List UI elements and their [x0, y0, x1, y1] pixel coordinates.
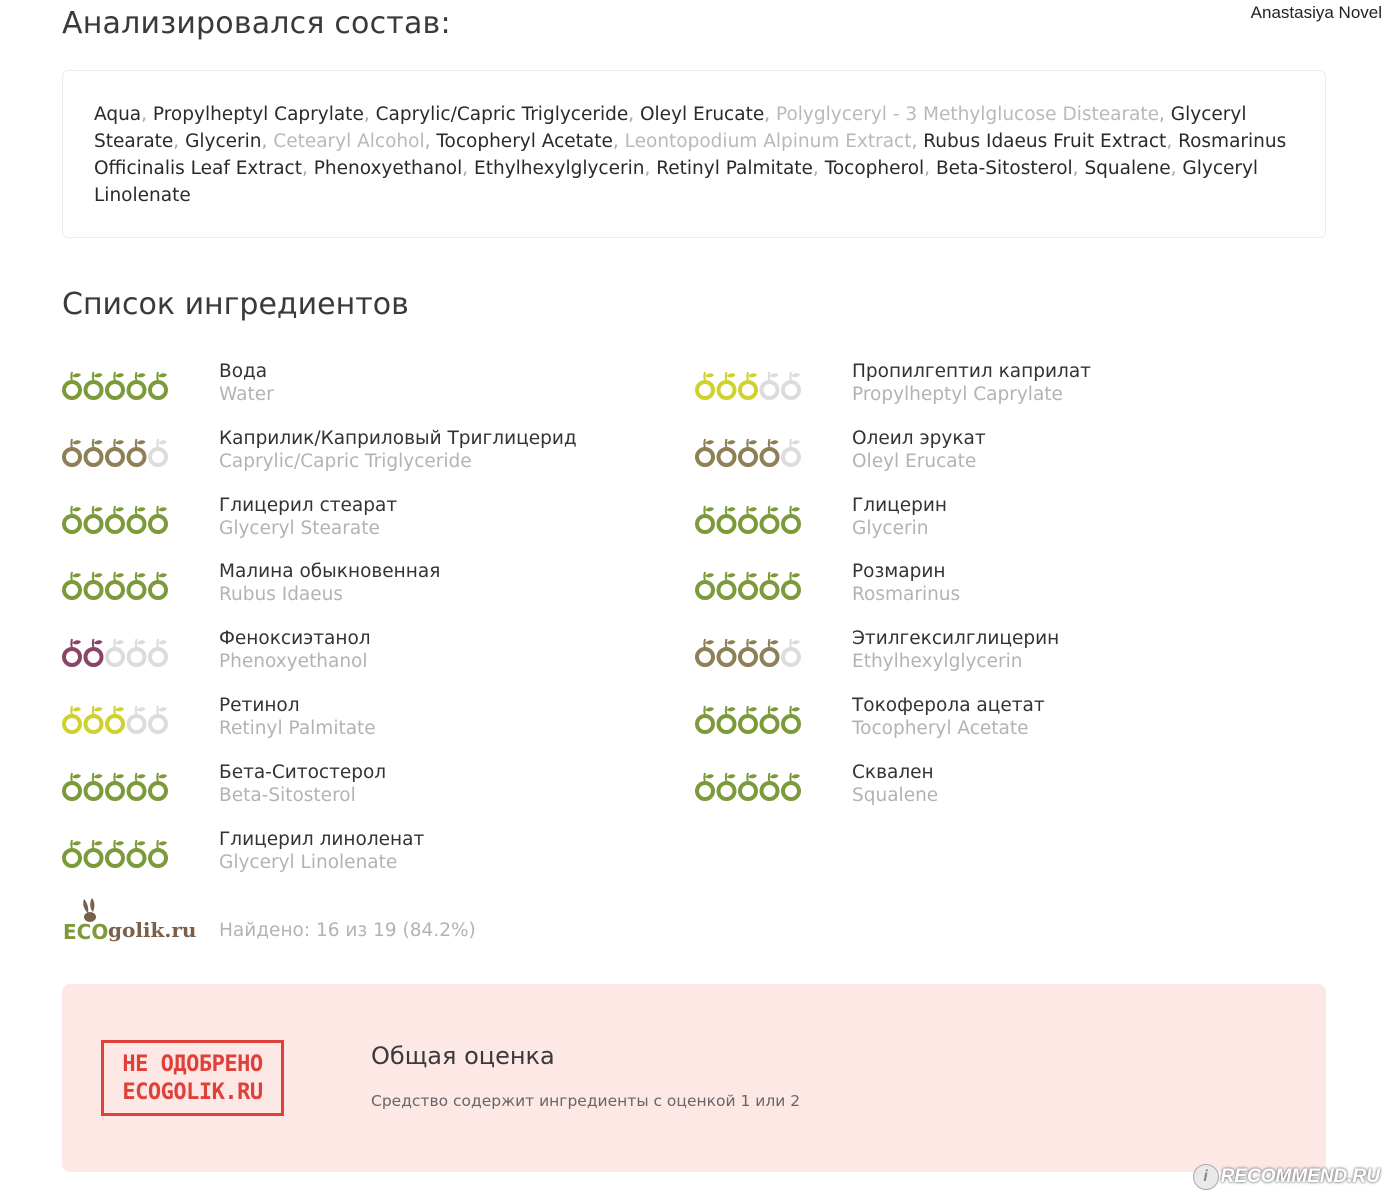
found-count: Найдено: 16 из 19 (84.2%): [219, 920, 476, 941]
composition-item: Caprylic/Capric Triglyceride: [375, 104, 629, 125]
logo-eco-text: ECO: [63, 920, 109, 944]
olive-rating-icon: [62, 568, 172, 602]
ingredient-name-ru: Ретинол: [219, 695, 300, 716]
ingredient-name-ru: Глицерин: [852, 494, 947, 516]
composition-item: Glyceryl Stearate: [94, 104, 1247, 152]
composition-item: Rubus Idaeus Fruit Extract: [923, 131, 1167, 152]
ingredient-name-ru: Глицерил линоленат: [219, 828, 425, 850]
ingredient-name-ru: Вода: [219, 361, 268, 382]
composition-item: Cetearyl Alcohol: [273, 131, 425, 152]
olive-rating-icon: [695, 635, 805, 669]
ingredient-row[interactable]: [695, 560, 1255, 610]
olive-rating-icon: [62, 635, 172, 669]
ingredient-name-ru: Малина обыкновенная: [219, 561, 441, 583]
ingredient-row[interactable]: [695, 761, 1255, 811]
composition-item: Phenoxyethanol: [313, 158, 463, 179]
ingredient-row[interactable]: [695, 427, 1255, 477]
ingredient-name-en: Caprylic/Capric Triglyceride: [219, 450, 472, 472]
composition-box: Aqua, Propylheptyl Caprylate, Caprylic/Capric Triglyceride, Oleyl Erucate, Polyglyceryl - 3 Methylglucose Distearate, Glyceryl Stearate, Glycerin, Cetearyl Alcohol, Tocopheryl Acetate, Leontopodium Alpinum Extract, Rubus Idaeus Fruit Extract, Rosmarinus Officinalis Leaf Extract, Phenoxyethanol, Ethylhexylglycerin, Retinyl Palmitate, Tocopherol, Beta-Sitosterol, Squalene, Glyceryl Linolenate: [62, 70, 1326, 238]
ingredient-name-en: Phenoxyethanol: [219, 651, 368, 673]
composition-item: Beta-Sitosterol: [935, 158, 1073, 179]
composition-item: Retinyl Palmitate: [656, 158, 813, 179]
logo-rest-text: golik.ru: [108, 918, 197, 942]
ingredient-name-ru: Токоферола ацетат: [852, 695, 1045, 716]
ingredient-name-en: Ethylhexylglycerin: [852, 651, 1023, 673]
composition-title: Анализировался состав:: [62, 6, 451, 41]
ingredient-row[interactable]: [62, 694, 622, 744]
olive-rating-icon: [62, 702, 172, 736]
verdict-title: Общая оценка: [371, 1042, 555, 1070]
composition-item: Aqua: [94, 104, 142, 125]
olive-rating-icon: [62, 836, 172, 870]
recommend-text: RECOMMEND.RU: [1220, 1166, 1380, 1188]
ingredient-row[interactable]: [62, 627, 622, 677]
ingredient-row[interactable]: [695, 694, 1255, 744]
ingredient-name-en: Retinyl Palmitate: [219, 718, 376, 739]
ingredient-row[interactable]: [695, 360, 1255, 410]
ingredient-name-en: Beta-Sitosterol: [219, 784, 356, 806]
watermark: Anastasiya Novel: [1250, 3, 1382, 22]
ingredients-title: Список ингредиентов: [62, 287, 409, 322]
ingredient-name-en: Glyceryl Stearate: [219, 517, 380, 539]
olive-rating-icon: [62, 368, 172, 402]
not-approved-stamp: [101, 1040, 284, 1116]
ingredient-row[interactable]: [62, 560, 622, 610]
olive-rating-icon: [62, 769, 172, 803]
recommend-icon: i: [1193, 1164, 1219, 1190]
recommend-watermark: [1193, 1164, 1380, 1190]
ingredient-name-ru: Глицерил стеарат: [219, 494, 398, 516]
ingredient-name-ru: Розмарин: [852, 561, 946, 583]
composition-item: Polyglyceryl - 3 Methylglucose Distearate: [775, 104, 1160, 125]
composition-item: Squalene: [1084, 158, 1171, 179]
composition-item: Glycerin: [185, 131, 262, 152]
composition-item: Oleyl Erucate: [639, 104, 765, 125]
ingredient-name-ru: Феноксиэтанол: [219, 628, 371, 650]
ingredient-row[interactable]: [62, 761, 622, 811]
ingredient-name-en: Propylheptyl Caprylate: [852, 384, 1063, 405]
ingredient-row[interactable]: [62, 360, 622, 410]
ingredient-name-ru: Каприлик/Каприловый Триглицерид: [219, 427, 577, 449]
ingredient-row[interactable]: [695, 627, 1255, 677]
ingredient-name-en: Rubus Idaeus: [219, 584, 344, 606]
ingredient-name-en: Glyceryl Linolenate: [219, 851, 398, 873]
composition-item: Tocopherol: [824, 158, 925, 179]
ingredient-name-ru: Олеил эрукат: [852, 427, 986, 449]
ingredient-name-en: Rosmarinus: [852, 584, 961, 606]
stamp-line-1: НЕ ОДОБРЕНО: [122, 1052, 263, 1077]
composition-item: Glyceryl Linolenate: [94, 158, 1259, 206]
verdict-text: Средство содержит ингредиенты с оценкой 1 или 2: [371, 1092, 801, 1110]
ingredient-name-en: Water: [219, 384, 274, 405]
olive-rating-icon: [62, 435, 172, 469]
composition-item: Tocopheryl Acetate: [436, 131, 613, 152]
composition-item: Propylheptyl Caprylate: [152, 104, 364, 125]
olive-rating-icon: [62, 502, 172, 536]
ecogolik-logo[interactable]: [62, 896, 202, 944]
olive-rating-icon: [695, 769, 805, 803]
ingredient-row[interactable]: [62, 427, 622, 477]
ingredient-name-en: Squalene: [852, 784, 939, 806]
rabbit-icon: [62, 896, 202, 944]
olive-rating-icon: [695, 702, 805, 736]
olive-rating-icon: [695, 568, 805, 602]
ingredient-name-en: Glycerin: [852, 517, 929, 539]
stamp-line-2: ECOGOLIK.RU: [122, 1080, 263, 1105]
composition-item: Ethylhexylglycerin: [474, 158, 645, 179]
olive-rating-icon: [695, 368, 805, 402]
olive-rating-icon: [695, 435, 805, 469]
ingredient-name-en: Oleyl Erucate: [852, 450, 977, 472]
ingredient-row[interactable]: [62, 828, 622, 878]
olive-rating-icon: [695, 502, 805, 536]
verdict-box: [62, 984, 1326, 1172]
ingredient-name-ru: Бета-Ситостерол: [219, 761, 387, 783]
composition-item: Leontopodium Alpinum Extract: [624, 131, 912, 152]
ingredient-name-ru: Пропилгептил каприлат: [852, 361, 1091, 382]
composition-item: Rosmarinus Officinalis Leaf Extract: [94, 131, 1287, 179]
ingredient-name-ru: Этилгексилглицерин: [852, 628, 1060, 650]
ingredient-name-ru: Сквален: [852, 761, 934, 783]
ingredient-row[interactable]: [695, 494, 1255, 544]
ingredient-row[interactable]: [62, 494, 622, 544]
ingredient-name-en: Tocopheryl Acetate: [852, 718, 1029, 739]
